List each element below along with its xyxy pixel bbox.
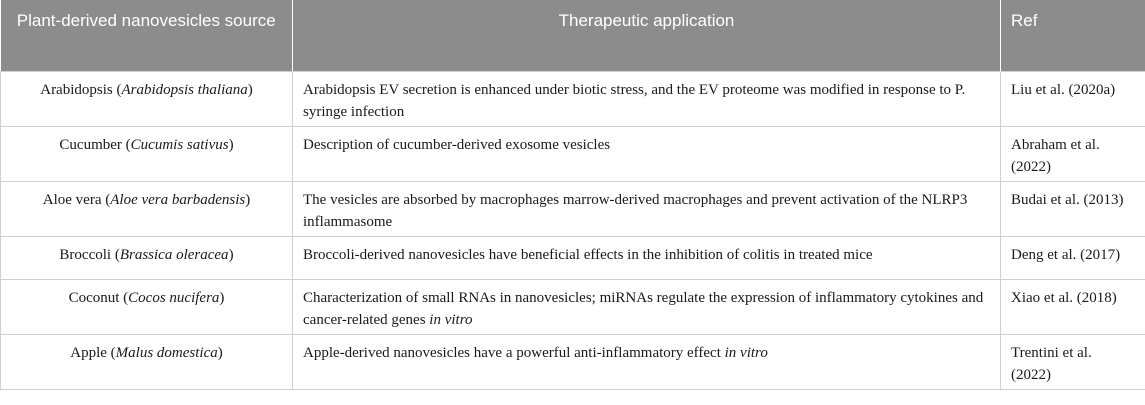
table-row: [1, 279, 1145, 334]
source-scientific: Malus domestica: [115, 344, 218, 361]
table-row: [1, 334, 1145, 389]
ref-cell: Liu et al. (2020a): [1001, 71, 1145, 126]
application-cell: [293, 279, 1001, 334]
table-row: [1, 126, 1145, 181]
source-scientific: Aloe vera barbadensis: [110, 191, 246, 208]
ref-cell: Deng et al. (2017): [1001, 236, 1145, 279]
header-row: [1, 0, 1145, 71]
source-scientific: Cocos nucifera: [128, 289, 220, 306]
application-text: Arabidopsis EV secretion is enhanced under biotic stress, and the EV proteome was modified in response to P. syringe infection: [303, 81, 966, 120]
application-cell: [293, 334, 1001, 389]
header-source: Plant-derived nanovesicles source: [1, 0, 293, 71]
application-italic: in vitro: [429, 311, 473, 328]
source-scientific: Arabidopsis thaliana: [121, 81, 248, 98]
table-body: [1, 71, 1145, 389]
table-row: [1, 181, 1145, 236]
ref-cell: Trentini et al. (2022): [1001, 334, 1145, 389]
source-common: Broccoli: [59, 246, 112, 263]
application-cell: [293, 126, 1001, 181]
application-cell: [293, 181, 1001, 236]
source-common: Apple: [70, 344, 107, 361]
header-application: Therapeutic application: [293, 0, 1001, 71]
application-text: Description of cucumber-derived exosome vesicles: [303, 136, 611, 153]
source-cell: Broccoli (Brassica oleracea): [1, 236, 293, 279]
table-header: [1, 0, 1145, 71]
header-ref: Ref: [1011, 11, 1038, 30]
table-row: [1, 236, 1145, 279]
source-cell: Arabidopsis (Arabidopsis thaliana): [1, 71, 293, 126]
application-text: Characterization of small RNAs in nanovesicles; miRNAs regulate the expression of inflammatory cytokines and cancer-related genes: [303, 289, 984, 328]
application-italic: in vitro: [724, 344, 768, 361]
application-cell: [293, 236, 1001, 279]
ref-cell: Abraham et al. (2022): [1001, 126, 1145, 181]
source-common: Cucumber: [59, 136, 122, 153]
ref-cell: Budai et al. (2013): [1001, 181, 1145, 236]
source-common: Coconut: [68, 289, 120, 306]
source-scientific: Brassica oleracea: [119, 246, 229, 263]
source-common: Arabidopsis: [40, 81, 113, 98]
application-text: Broccoli-derived nanovesicles have beneficial effects in the inhibition of colitis in treated mice: [303, 246, 873, 263]
source-cell: Apple (Malus domestica): [1, 334, 293, 389]
application-text: The vesicles are absorbed by macrophages marrow-derived macrophages and prevent activation of the NLRP3 inflammasome: [303, 191, 968, 230]
source-cell: Cucumber (Cucumis sativus): [1, 126, 293, 181]
source-common: Aloe vera: [42, 191, 102, 208]
application-text: Apple-derived nanovesicles have a powerful anti-inflammatory effect: [303, 344, 725, 361]
source-cell: Aloe vera (Aloe vera barbadensis): [1, 181, 293, 236]
ref-cell: Xiao et al. (2018): [1001, 279, 1145, 334]
table-row: [1, 71, 1145, 126]
source-scientific: Cucumis sativus: [130, 136, 229, 153]
application-cell: [293, 71, 1001, 126]
source-cell: Coconut (Cocos nucifera): [1, 279, 293, 334]
